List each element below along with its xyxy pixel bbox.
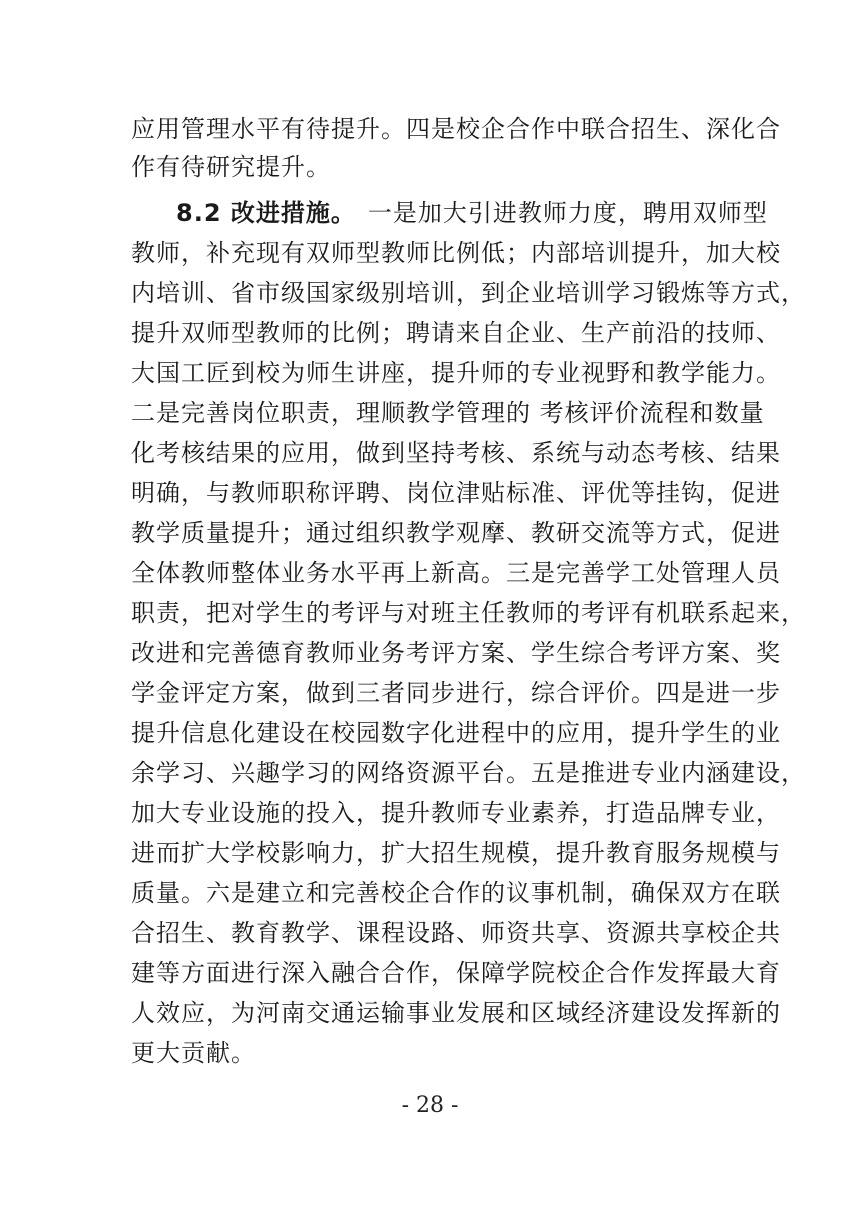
section-heading: 8.2 改进措施。: [176, 199, 356, 227]
text-line: 加大专业设施的投入，提升教师专业素养，打造品牌专业，: [131, 799, 781, 827]
text-line: 更大贡献。: [131, 1039, 256, 1067]
text-line: 化考核结果的应用，做到坚持考核、系统与动态考核、结果: [131, 439, 781, 467]
text-line: 进而扩大学校影响力，扩大招生规模，提升教育服务规模与: [131, 839, 781, 867]
text-line: 二是完善岗位职责，理顺教学管理的 考核评价流程和数量: [131, 399, 765, 427]
text-line: 应用管理水平有待提升。四是校企合作中联合招生、深化合: [131, 115, 781, 143]
text-line: 一是加大引进教师力度，聘用双师型: [367, 199, 768, 227]
text-line: 教学质量提升；通过组织教学观摩、教研交流等方式，促进: [131, 519, 781, 547]
text-line: 改进和完善德育教师业务考评方案、学生综合考评方案、奖: [131, 639, 781, 667]
text-line: 全体教师整体业务水平再上新高。三是完善学工处管理人员: [131, 559, 781, 587]
text-line: 教师，补充现有双师型教师比例低；内部培训提升，加大校: [131, 239, 781, 267]
section-paragraph-start: [176, 198, 768, 228]
text-line: 提升双师型教师的比例；聘请来自企业、生产前沿的技师、: [131, 319, 781, 347]
text-line: 明确，与教师职称评聘、岗位津贴标准、评优等挂钩，促进: [131, 479, 781, 507]
text-line: 提升信息化建设在校园数字化进程中的应用，提升学生的业: [131, 719, 781, 747]
text-line: 学金评定方案，做到三者同步进行，综合评价。四是进一步: [131, 679, 781, 707]
text-line: 职责，把对学生的考评与对班主任教师的考评有机联系起来，: [131, 599, 806, 627]
text-line: 质量。六是建立和完善校企合作的议事机制，确保双方在联: [131, 879, 781, 907]
page-number: - 28 -: [401, 1093, 459, 1118]
text-line: 作有待研究提升。: [131, 153, 331, 181]
text-line: 余学习、兴趣学习的网络资源平台。五是推进专业内涵建设，: [131, 759, 806, 787]
text-line: 合招生、教育教学、课程设路、师资共享、资源共享校企共: [131, 919, 781, 947]
text-line: 建等方面进行深入融合合作，保障学院校企合作发挥最大育: [131, 959, 781, 987]
text-line: 大国工匠到校为师生讲座，提升师的专业视野和教学能力。: [131, 359, 781, 387]
text-line: 内培训、省市级国家级别培训，到企业培训学习锻炼等方式，: [131, 279, 806, 307]
text-line: 人效应，为河南交通运输事业发展和区域经济建设发挥新的: [131, 999, 781, 1027]
